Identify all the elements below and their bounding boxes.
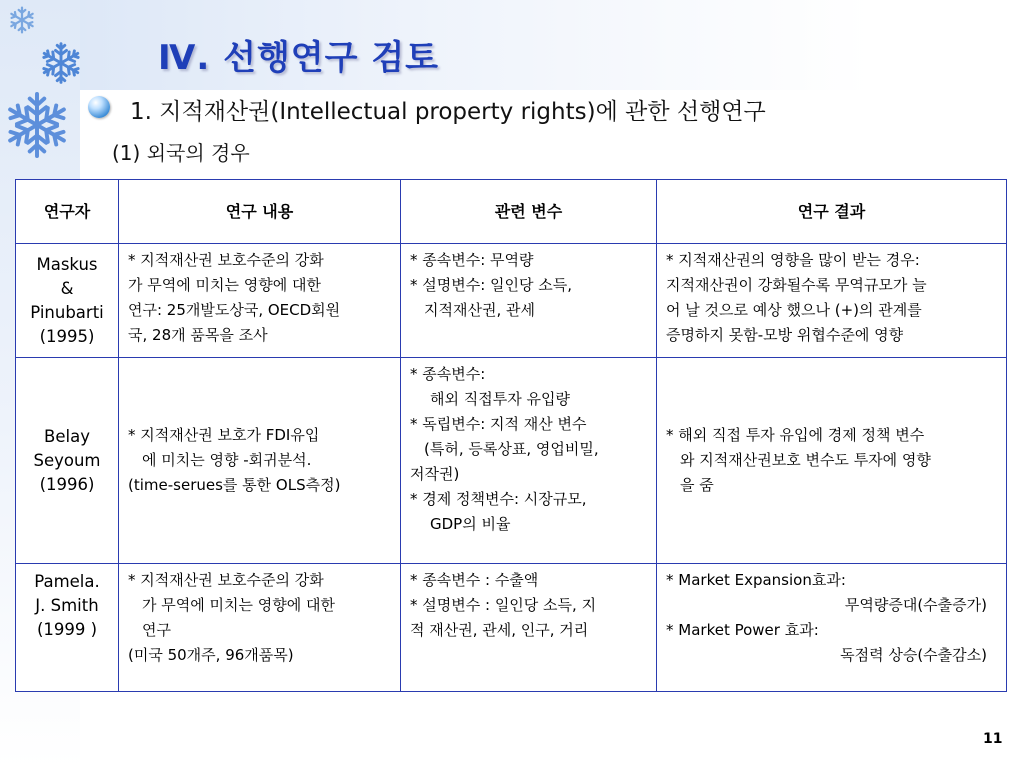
content-line: 가 무역에 미치는 영향에 대한: [128, 276, 321, 294]
variables-line: * 종속변수:: [410, 365, 486, 383]
author-line: (1996): [39, 474, 95, 494]
results-line: * 지적재산권의 영향을 많이 받는 경우:: [666, 251, 920, 269]
table-header-row: [16, 180, 1007, 244]
variables-line: 저작권): [410, 465, 460, 483]
author-line: &: [60, 278, 74, 298]
header-cell: 관련 변수: [401, 180, 657, 244]
table-row: [16, 564, 1007, 692]
literature-review-table: [15, 179, 1007, 692]
content-cell: [119, 244, 401, 358]
variables-line: * 설명변수: 일인당 소득,: [410, 276, 573, 294]
content-line: 에 미치는 영향 -회귀분석.: [142, 451, 312, 469]
variables-line: 적 재산권, 관세, 인구, 거리: [410, 621, 589, 639]
subsection-heading: (1) 외국의 경우: [112, 141, 250, 165]
results-line: 와 지적재산권보호 변수도 투자에 영향: [680, 451, 931, 469]
table-row: [16, 358, 1007, 564]
header-cell: 연구 내용: [119, 180, 401, 244]
results-line: 지적재산권이 강화될수록 무역규모가 늘: [666, 276, 927, 294]
results-cell: [657, 244, 1007, 358]
content-cell: [119, 358, 401, 564]
results-cell: [657, 564, 1007, 692]
content-line: * 지적재산권 보호수준의 강화: [128, 251, 324, 269]
author-cell: [16, 564, 119, 692]
variables-line: * 종속변수 : 수출액: [410, 571, 539, 589]
content-line: (미국 50개주, 96개품목): [128, 646, 294, 664]
content-line: 가 무역에 미치는 영향에 대한: [142, 596, 335, 614]
content-line: * 지적재산권 보호수준의 강화: [128, 571, 324, 589]
table-row: [16, 244, 1007, 358]
author-line: (1995): [39, 326, 95, 346]
results-cell: [657, 358, 1007, 564]
variables-line: (특허, 등록상표, 영업비밀,: [424, 440, 599, 458]
variables-line: 지적재산권, 관세: [424, 301, 535, 319]
top-background-band: [0, 0, 1024, 90]
variables-line: * 독립변수: 지적 재산 변수: [410, 415, 587, 433]
content-line: 국, 28개 품목을 조사: [128, 326, 268, 344]
results-line: 무역량증대(수출증가): [844, 596, 987, 614]
content-line: * 지적재산권 보호가 FDI유입: [128, 426, 320, 444]
results-line: * Market Expansion효과:: [666, 571, 846, 589]
author-line: J. Smith: [35, 596, 99, 615]
content-line: 연구: 25개발도상국, OECD회원: [128, 301, 341, 319]
snowflake-icon: [40, 42, 82, 84]
content-line: (time-serues를 통한 OLS측정): [128, 476, 341, 494]
author-cell: [16, 244, 119, 358]
content-cell: [119, 564, 401, 692]
slide-title: Ⅳ. 선행연구 검토: [158, 38, 440, 78]
author-line: (1999 ): [36, 620, 98, 639]
author-line: Seyoum: [33, 450, 101, 470]
results-line: 증명하지 못함-모방 위협수준에 영향: [666, 326, 904, 344]
variables-cell: [401, 358, 657, 564]
author-line: Maskus: [36, 254, 98, 274]
content-line: 연구: [142, 621, 171, 639]
variables-cell: [401, 244, 657, 358]
results-line: 독점력 상승(수출감소): [840, 646, 987, 664]
variables-line: GDP의 비율: [430, 515, 511, 533]
section-subtitle: 1. 지적재산권(Intellectual property rights)에 관한 선행연구: [130, 99, 766, 125]
page-number: 11: [983, 731, 1003, 747]
results-line: 어 날 것으로 예상 했으나 (+)의 관계를: [666, 301, 922, 319]
sphere-bullet-icon: [88, 96, 110, 118]
results-line: * Market Power 효과:: [666, 621, 819, 639]
variables-cell: [401, 564, 657, 692]
results-line: 을 줌: [680, 476, 714, 494]
variables-line: * 설명변수 : 일인당 소득, 지: [410, 596, 597, 614]
snowflake-icon: [8, 6, 36, 34]
header-cell: 연구자: [16, 180, 119, 244]
variables-line: * 종속변수: 무역량: [410, 251, 534, 269]
header-cell: 연구 결과: [657, 180, 1007, 244]
author-cell: [16, 358, 119, 564]
author-line: Belay: [44, 426, 90, 446]
variables-line: 해외 직접투자 유입량: [430, 390, 570, 408]
results-line: * 해외 직접 투자 유입에 경제 정책 변수: [666, 426, 925, 444]
variables-line: * 경제 정책변수: 시장규모,: [410, 490, 587, 508]
snowflake-icon: [4, 92, 70, 158]
author-line: Pamela.: [34, 572, 100, 591]
author-line: Pinubarti: [30, 302, 104, 322]
